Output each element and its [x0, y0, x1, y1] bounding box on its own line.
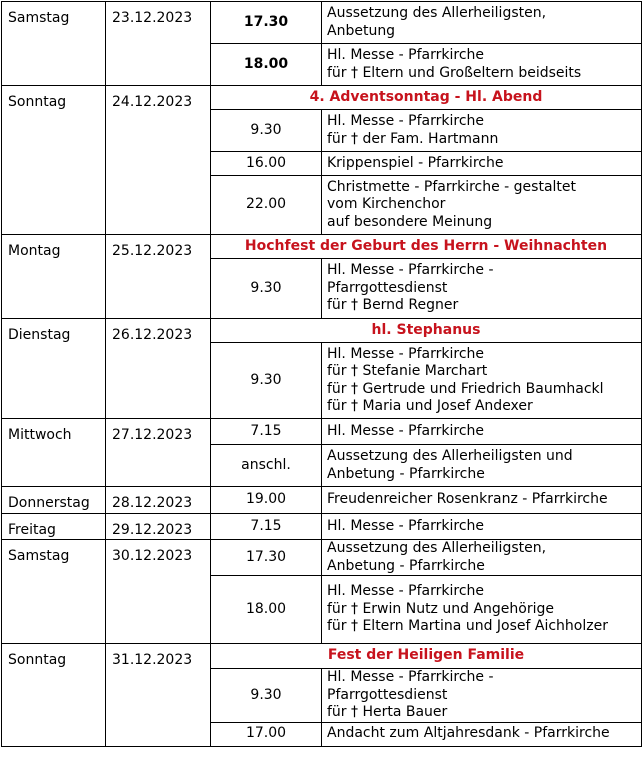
description-line: Pfarrgottesdienst	[327, 686, 448, 703]
day-cell: Freitag	[2, 513, 106, 540]
time-cell: 18.00	[211, 44, 322, 86]
description-cell	[322, 722, 642, 746]
description-cell	[322, 343, 642, 419]
description-line: Anbetung - Pfarrkirche	[327, 465, 485, 482]
day-cell: Donnerstag	[2, 487, 106, 514]
description-cell	[322, 259, 642, 319]
date-cell: 28.12.2023	[106, 487, 211, 514]
table-row	[2, 319, 642, 343]
description-line: Christmette - Pfarrkirche - gestaltet	[327, 178, 577, 195]
description-line: für † Herta Bauer	[327, 704, 448, 720]
description-line: für † Maria und Josef Andexer	[327, 398, 533, 414]
time-cell: 18.00	[211, 576, 322, 644]
description-line: Hl. Messe - Pfarrkirche -	[327, 669, 494, 685]
date-cell: 31.12.2023	[106, 644, 211, 747]
description-line: für † der Fam. Hartmann	[327, 130, 499, 147]
description-line: Hl. Messe - Pfarrkirche	[327, 583, 485, 600]
description-line: Freudenreicher Rosenkranz - Pfarrkirche	[327, 491, 608, 507]
description-line: Aussetzung des Allerheiligsten und	[327, 448, 573, 464]
description-line: für † Gertrude und Friedrich Baumhackl	[327, 380, 604, 397]
description-cell	[322, 487, 642, 514]
description-line: auf besondere Meinung	[327, 213, 493, 230]
day-cell: Sonntag	[2, 644, 106, 747]
feast-title: Hochfest der Geburt des Herrn - Weihnachten	[211, 235, 642, 259]
table-row	[2, 235, 642, 259]
date-cell: 26.12.2023	[106, 319, 211, 419]
description-line: vom Kirchenchor	[327, 196, 446, 213]
day-cell: Samstag	[2, 2, 106, 86]
description-line: Anbetung	[327, 22, 396, 39]
description-cell	[322, 176, 642, 235]
schedule-table	[1, 1, 642, 747]
description-line: Anbetung - Pfarrkirche	[327, 557, 485, 574]
description-line: Hl. Messe - Pfarrkirche -	[327, 262, 494, 279]
description-cell	[322, 445, 642, 487]
table-row	[2, 2, 642, 44]
description-cell	[322, 44, 642, 86]
day-cell: Mittwoch	[2, 419, 106, 487]
table-row	[2, 86, 642, 110]
time-cell: anschl.	[211, 445, 322, 487]
time-cell: 17.30	[211, 2, 322, 44]
description-line: für † Stefanie Marchart	[327, 363, 488, 379]
description-cell	[322, 513, 642, 540]
time-cell: 9.30	[211, 259, 322, 319]
feast-title: hl. Stephanus	[211, 319, 642, 343]
description-line: Hl. Messe - Pfarrkirche	[327, 422, 485, 439]
description-cell	[322, 419, 642, 445]
description-line: für † Erwin Nutz und Angehörige	[327, 600, 554, 617]
time-cell: 9.30	[211, 343, 322, 419]
feast-title: 4. Adventsonntag - Hl. Abend	[211, 86, 642, 110]
description-line: für † Bernd Regner	[327, 297, 459, 314]
description-line: Krippenspiel - Pfarrkirche	[327, 154, 504, 171]
description-cell	[322, 110, 642, 152]
table-row	[2, 419, 642, 445]
date-cell: 23.12.2023	[106, 2, 211, 86]
time-cell: 7.15	[211, 419, 322, 445]
time-cell: 16.00	[211, 152, 322, 176]
description-cell	[322, 576, 642, 644]
description-line: Andacht zum Altjahresdank - Pfarrkirche	[327, 725, 610, 742]
date-cell: 25.12.2023	[106, 235, 211, 319]
feast-title: Fest der Heiligen Familie	[211, 644, 642, 669]
description-line: für † Eltern Martina und Josef Aichholzer	[327, 618, 608, 635]
description-cell	[322, 669, 642, 723]
description-line: für † Eltern und Großeltern beidseits	[327, 64, 582, 81]
time-cell: 9.30	[211, 110, 322, 152]
description-line: Hl. Messe - Pfarrkirche	[327, 47, 485, 63]
table-row	[2, 513, 642, 540]
table-row	[2, 487, 642, 514]
description-line: Aussetzung des Allerheiligsten,	[327, 5, 547, 21]
date-cell: 30.12.2023	[106, 540, 211, 644]
date-cell: 24.12.2023	[106, 86, 211, 235]
time-cell: 17.30	[211, 540, 322, 576]
description-cell	[322, 152, 642, 176]
day-cell: Sonntag	[2, 86, 106, 235]
table-row	[2, 644, 642, 669]
table-row	[2, 540, 642, 576]
time-cell: 7.15	[211, 513, 322, 540]
description-line: Hl. Messe - Pfarrkirche	[327, 345, 485, 362]
description-cell	[322, 2, 642, 44]
time-cell: 9.30	[211, 669, 322, 723]
description-cell	[322, 540, 642, 576]
description-line: Hl. Messe - Pfarrkirche	[327, 113, 485, 129]
date-cell: 27.12.2023	[106, 419, 211, 487]
description-line: Hl. Messe - Pfarrkirche	[327, 517, 485, 534]
day-cell: Dienstag	[2, 319, 106, 419]
day-cell: Samstag	[2, 540, 106, 644]
description-line: Pfarrgottesdienst	[327, 279, 448, 296]
day-cell: Montag	[2, 235, 106, 319]
date-cell: 29.12.2023	[106, 513, 211, 540]
time-cell: 17.00	[211, 722, 322, 746]
description-line: Aussetzung des Allerheiligsten,	[327, 540, 547, 556]
time-cell: 19.00	[211, 487, 322, 514]
time-cell: 22.00	[211, 176, 322, 235]
